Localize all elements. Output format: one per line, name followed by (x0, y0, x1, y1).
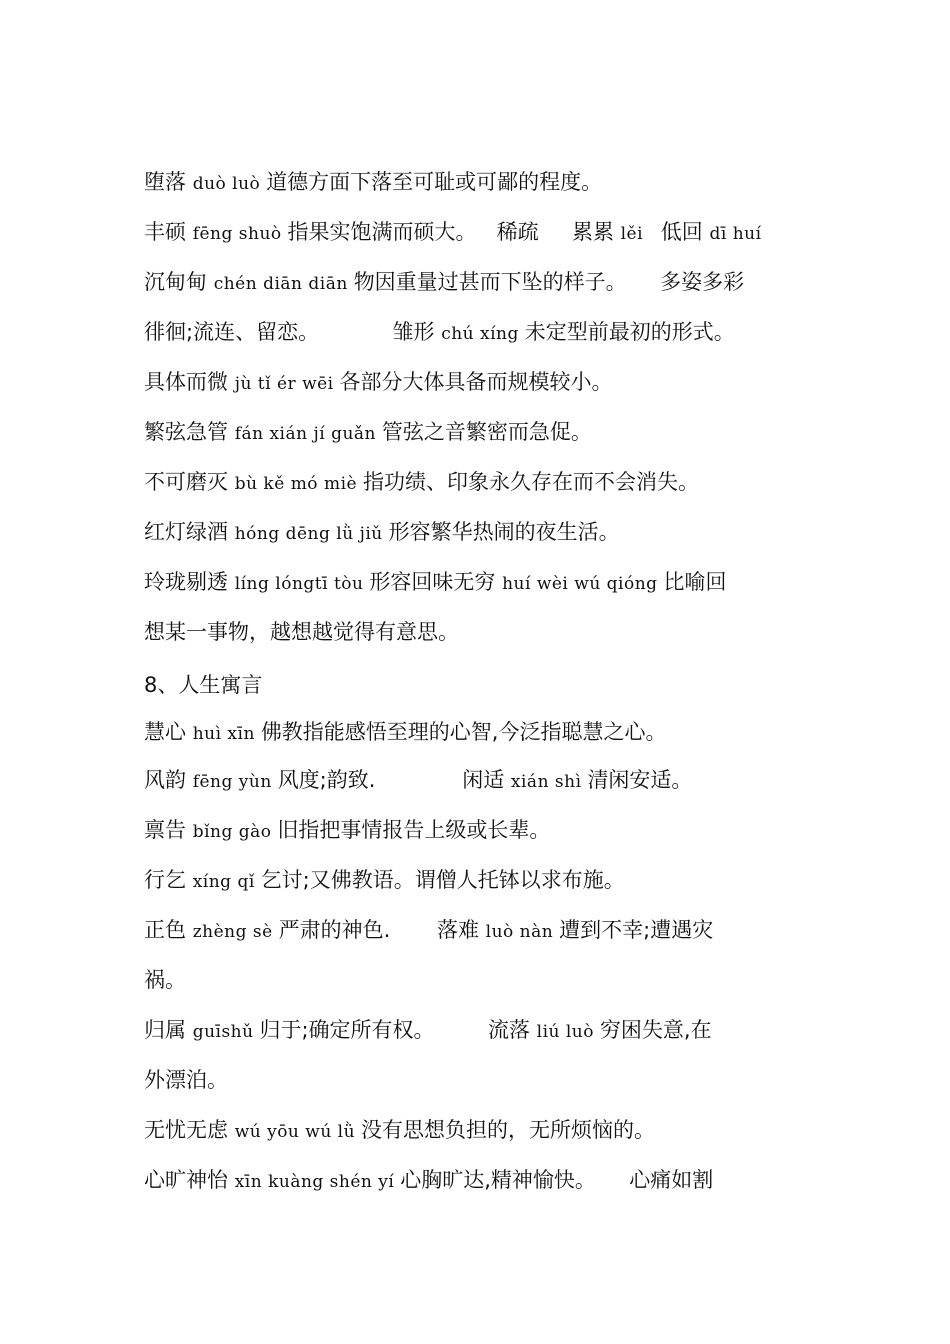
pinyin-text: hóng dēng lǜ jiǔ (234, 524, 389, 544)
chinese-text: 归属 (144, 1018, 193, 1042)
chinese-text: 遭到不幸;遭遇灾 (559, 918, 714, 942)
chinese-text: 正色 (144, 918, 193, 942)
pinyin-text: fēng yùn (192, 772, 278, 792)
chinese-text: 玲珑剔透 (144, 570, 235, 594)
chinese-text: 佛教指能感悟至理的心智,今泛指聪慧之心。 (260, 720, 667, 744)
pinyin-text: bù kě mó miè (234, 474, 363, 494)
chinese-text: 穷困失意,在 (599, 1018, 712, 1042)
vocab-line (144, 1060, 850, 1100)
chinese-text: 各部分大体具备而规模较小。 (339, 370, 613, 394)
vocab-line (144, 612, 850, 652)
chinese-text: 禀告 (144, 818, 193, 842)
chinese-text: 形容繁华热闹的夜生活。 (388, 520, 620, 544)
pinyin-text: liú luò (536, 1022, 600, 1042)
pinyin-text: duò luò (192, 174, 267, 194)
chinese-text: 管弦之音繁密而急促。 (381, 420, 592, 444)
vocab-line (144, 212, 850, 252)
chinese-text: 指功绩、印象永久存在而不会消失。 (362, 470, 699, 494)
chinese-text: 乞讨;又佛教语。谓僧人托钵以求布施。 (260, 868, 625, 892)
chinese-text: 繁弦急管 (144, 420, 235, 444)
pinyin-text: bǐng gào (192, 822, 278, 842)
chinese-text: 道德方面下落至可耻或可鄙的程度。 (266, 170, 603, 194)
chinese-text: 丰硕 (144, 220, 193, 244)
chinese-text: 徘徊;流连、留恋。 雏形 (144, 320, 442, 344)
pinyin-text: xíng qǐ (192, 872, 261, 892)
chinese-text: 心胸旷达,精神愉快。 心痛如割 (400, 1168, 714, 1192)
vocab-line (144, 810, 850, 850)
vocab-line (144, 1110, 850, 1150)
vocab-line (144, 960, 850, 1000)
pinyin-text: huì xīn (192, 724, 261, 744)
vocab-line (144, 262, 850, 302)
vocab-line (144, 512, 850, 552)
pinyin-text: fēng shuò (192, 224, 288, 244)
chinese-text: 不可磨灭 (144, 470, 235, 494)
chinese-text: 行乞 (144, 868, 193, 892)
chinese-text: 祸。 (144, 968, 186, 992)
chinese-text: 风韵 (144, 768, 193, 792)
chinese-text: 归于;确定所有权。 流落 (259, 1018, 537, 1042)
vocab-line (144, 910, 850, 950)
pinyin-text: luò nàn (485, 922, 560, 942)
chinese-text: 慧心 (144, 720, 193, 744)
pinyin-text: xián shì (510, 772, 588, 792)
pinyin-text: wú yōu wú lǜ (234, 1122, 361, 1142)
chinese-text: 物因重量过甚而下坠的样子。 多姿多彩 (353, 270, 745, 294)
pinyin-text: huí wèi wú qióng (502, 574, 664, 594)
chinese-text: 8、人生寓言 (144, 673, 263, 697)
vocab-line (144, 412, 850, 452)
section-heading (144, 665, 850, 705)
pinyin-text: lěi (620, 224, 661, 244)
vocab-line (144, 162, 850, 202)
chinese-text: 沉甸甸 (144, 270, 214, 294)
chinese-text: 风度;韵致. 闲适 (277, 768, 511, 792)
pinyin-text: fán xián jí guǎn (234, 424, 382, 444)
pinyin-text: chú xíng (441, 324, 525, 344)
vocab-line (144, 312, 850, 352)
chinese-text: 没有思想负担的，无所烦恼的。 (360, 1118, 655, 1142)
vocab-line (144, 760, 850, 800)
chinese-text: 堕落 (144, 170, 193, 194)
chinese-text: 低回 (660, 220, 710, 244)
chinese-text: 清闲安适。 (587, 768, 693, 792)
vocab-line (144, 562, 850, 602)
vocab-line (144, 860, 850, 900)
chinese-text: 外漂泊。 (144, 1068, 228, 1092)
chinese-text: 严肃的神色. 落难 (278, 918, 486, 942)
chinese-text: 旧指把事情报告上级或长辈。 (277, 818, 551, 842)
pinyin-text: guīshǔ (192, 1022, 260, 1042)
chinese-text: 想某一事物，越想越觉得有意思。 (144, 620, 459, 644)
vocab-line (144, 1010, 850, 1050)
pinyin-text: líng lóngtī tòu (234, 574, 370, 594)
chinese-text: 无忧无虑 (144, 1118, 235, 1142)
chinese-text: 心旷神怡 (144, 1168, 235, 1192)
pinyin-text: xīn kuàng shén yí (234, 1172, 401, 1192)
chinese-text: 未定型前最初的形式。 (524, 320, 735, 344)
vocab-line (144, 362, 850, 402)
pinyin-text: jù tǐ ér wēi (234, 374, 340, 394)
chinese-text: 具体而微 (144, 370, 235, 394)
vocab-line (144, 462, 850, 502)
chinese-text: 红灯绿酒 (144, 520, 235, 544)
vocab-line (144, 712, 850, 752)
chinese-text: 比喻回 (663, 570, 727, 594)
pinyin-text: zhèng sè (192, 922, 279, 942)
vocab-line (144, 1160, 850, 1200)
chinese-text: 指果实饱满而硕大。 稀疏 累累 (287, 220, 621, 244)
chinese-text: 形容回味无穷 (369, 570, 503, 594)
pinyin-text: dī huí (709, 224, 762, 244)
pinyin-text: chén diān diān (213, 274, 354, 294)
